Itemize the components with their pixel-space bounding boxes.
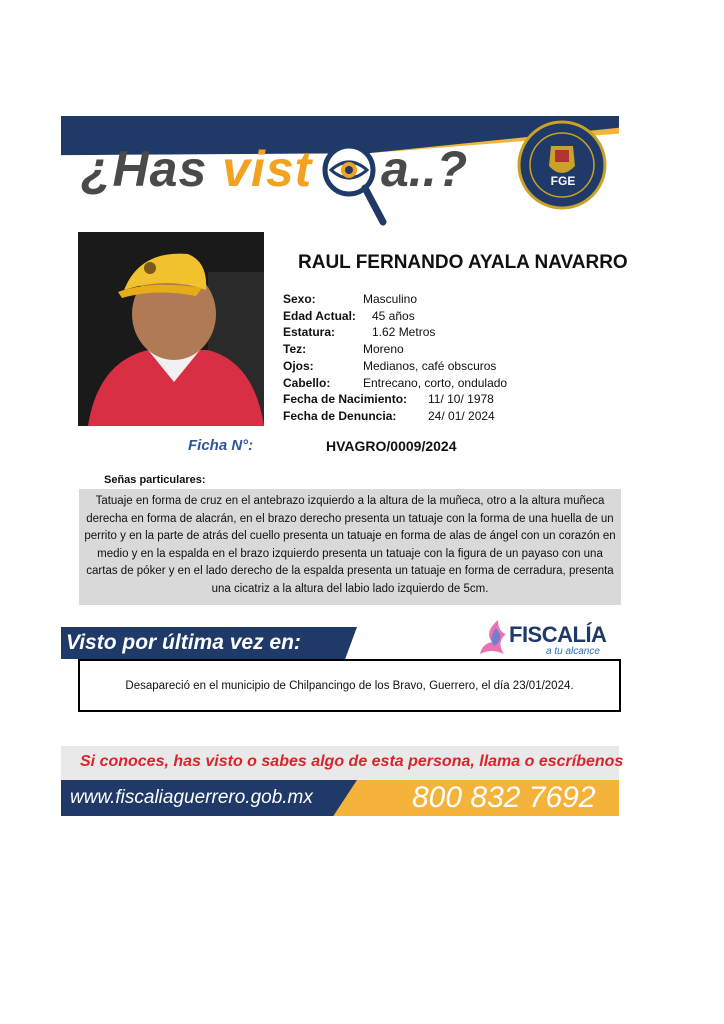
contact-website[interactable]: www.fiscaliaguerrero.gob.mx: [70, 787, 313, 808]
info-value: Masculino: [363, 292, 418, 306]
contact-cta-text: Si conoces, has visto o sabes algo de esta persona, llama o escríbenos: [80, 753, 624, 770]
seal-initials: FGE: [550, 174, 576, 188]
banner-title: [81, 141, 313, 197]
fiscalia-flame-icon: [478, 618, 512, 658]
banner-title-prefix: ¿Has: [81, 141, 223, 197]
info-value: 24/ 01/ 2024: [428, 409, 495, 423]
header-banner: [61, 116, 619, 214]
person-photo: [78, 232, 264, 426]
info-value: Moreno: [363, 342, 404, 356]
info-value: 45 años: [372, 309, 415, 323]
info-value: 11/ 10/ 1978: [428, 392, 494, 406]
info-label: Sexo:: [283, 292, 316, 306]
info-label: Fecha de Nacimiento:: [283, 392, 408, 406]
senas-text: Tatuaje en forma de cruz en el antebrazo izquierdo a la altura de la muñeca, otro a la altura muñeca derecha en forma de alacrán, en el brazo derecho presenta un tatuaje con la forma de una huella de un perrito y en la parte de atrás del cuello presenta un tatuaje en forma de alas de ángel con un corazón en medio y en la espalda en el brazo izquierdo presenta un tatuaje con la figura de un payaso con una cartas de póker y en el lado derecho de la espalda presenta un tatuaje en forma de cerradura, presenta una cicatriz a la altura del labio lado izquierdo de 5cm.: [84, 495, 616, 595]
ficha-label: Ficha N°:: [188, 437, 254, 454]
senas-heading: Señas particulares:: [104, 474, 206, 486]
info-value: Medianos, café obscuros: [363, 359, 497, 373]
person-name: RAUL FERNANDO AYALA NAVARRO: [298, 252, 628, 273]
fiscalia-logo-tagline: a tu alcance: [546, 646, 600, 657]
info-value: Entrecano, corto, ondulado: [363, 376, 508, 390]
last-seen-text: Desapareció en el municipio de Chilpancingo de los Bravo, Guerrero, el día 23/01/2024.: [125, 680, 574, 692]
info-label: Ojos:: [283, 359, 314, 373]
info-label: Fecha de Denuncia:: [283, 409, 397, 423]
banner-title-suffix: a..?: [381, 141, 468, 197]
info-label: Tez:: [283, 342, 307, 356]
fge-seal-logo: [517, 120, 607, 210]
ficha-number: HVAGRO/0009/2024: [326, 438, 457, 454]
last-seen-title: Visto por última vez en:: [66, 631, 301, 654]
info-label: Estatura:: [283, 325, 336, 339]
contact-phone[interactable]: 800 832 7692: [412, 781, 596, 814]
info-value: 1.62 Metros: [372, 325, 436, 339]
banner-title-vist: vist: [222, 141, 313, 197]
info-label: Edad Actual:: [283, 309, 356, 323]
magnifier-eye-icon: [319, 138, 389, 228]
info-label: Cabello:: [283, 376, 331, 390]
fiscalia-logo-word: FISCALÍA: [509, 622, 607, 647]
